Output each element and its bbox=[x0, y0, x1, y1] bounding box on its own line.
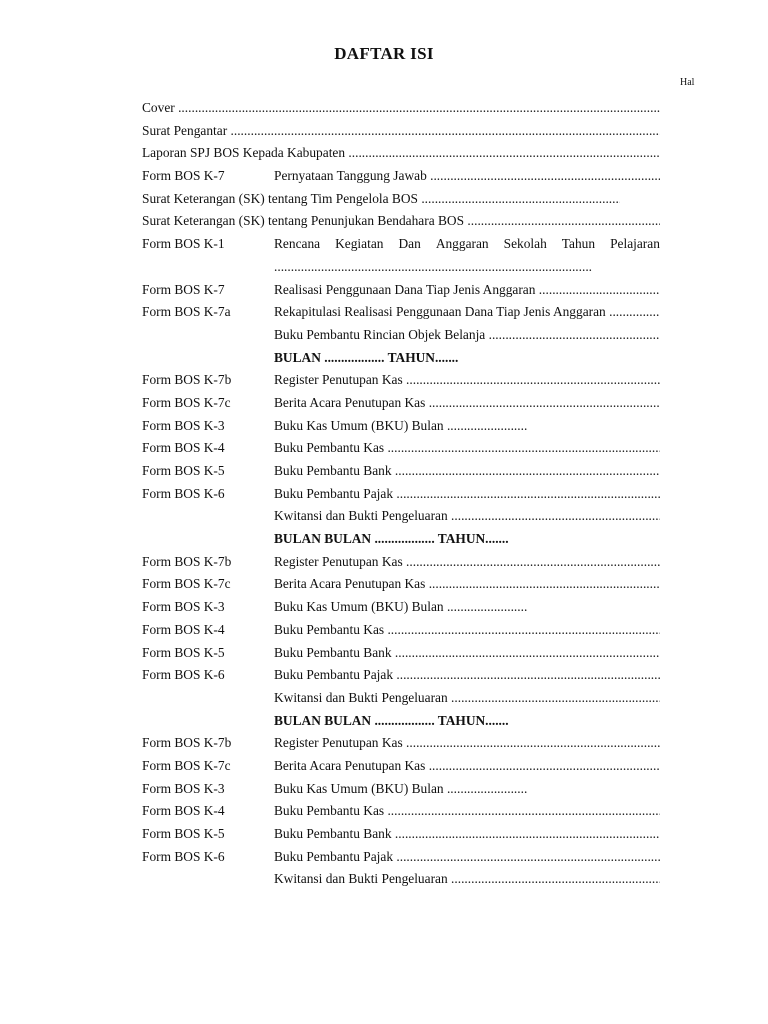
table-row bbox=[142, 687, 660, 710]
form-code: Form BOS K-6 bbox=[142, 848, 225, 864]
toc-entry: Kwitansi dan Bukti Pengeluaran ..... bbox=[274, 687, 660, 710]
toc-row bbox=[142, 324, 660, 347]
form-code: Form BOS K-4 bbox=[142, 621, 225, 637]
form-code: Form BOS K-7 bbox=[142, 281, 225, 297]
table-row bbox=[142, 755, 660, 778]
table-row bbox=[142, 437, 660, 460]
section-heading: BULAN .................. TAHUN....... bbox=[274, 349, 459, 365]
table-row bbox=[142, 369, 660, 392]
form-code: Form BOS K-3 bbox=[142, 417, 225, 433]
page-column-label: Hal bbox=[680, 77, 695, 88]
form-code: Form BOS K-6 bbox=[142, 667, 225, 683]
toc-row bbox=[142, 142, 660, 165]
toc-row bbox=[142, 233, 660, 256]
form-code: Form BOS K-7c bbox=[142, 394, 231, 410]
toc-row bbox=[142, 301, 660, 324]
toc-entry: Buku Kas Umum (BKU) Bulan ..... bbox=[274, 596, 528, 619]
toc-entry: Register Penutupan Kas ..... bbox=[274, 551, 660, 574]
toc-entry: Buku Kas Umum (BKU) Bulan ..... bbox=[274, 415, 528, 438]
table-row bbox=[142, 732, 660, 755]
toc-row bbox=[142, 165, 660, 188]
table-row bbox=[142, 505, 660, 528]
page-title: DAFTAR ISI bbox=[334, 44, 434, 63]
toc-entry-laporan: Laporan SPJ BOS Kepada Kabupaten ..... bbox=[142, 142, 660, 165]
toc-entry-pernyataan: Pernyataan Tanggung Jawab ..... bbox=[274, 165, 660, 188]
table-row bbox=[142, 778, 660, 801]
toc-entry: Buku Pembantu Bank ..... bbox=[274, 460, 660, 483]
form-code: Form BOS K-7c bbox=[142, 576, 231, 592]
toc-row bbox=[142, 256, 660, 279]
toc-entry: Buku Pembantu Pajak ..... bbox=[274, 483, 660, 506]
toc-entry-surat-pengantar: Surat Pengantar ..... bbox=[142, 120, 660, 143]
section-heading-row bbox=[142, 710, 660, 733]
form-code: Form BOS K-7b bbox=[142, 735, 232, 751]
table-row bbox=[142, 619, 660, 642]
toc-entry: Buku Pembantu Pajak ..... bbox=[274, 846, 660, 869]
form-code: Form BOS K-5 bbox=[142, 644, 225, 660]
table-row bbox=[142, 460, 660, 483]
table-row bbox=[142, 823, 660, 846]
form-code: Form BOS K-5 bbox=[142, 463, 225, 478]
table-row bbox=[142, 483, 660, 506]
toc-entry: Buku Pembantu Bank ..... bbox=[274, 642, 660, 665]
form-code: Form BOS K-7a bbox=[142, 304, 231, 320]
toc-entry: Berita Acara Penutupan Kas ..... bbox=[274, 392, 660, 415]
section-heading-row bbox=[142, 528, 660, 551]
toc-row bbox=[142, 188, 660, 211]
toc-entry-buku-rincian: Buku Pembantu Rincian Objek Belanja ..... bbox=[274, 324, 660, 347]
table-row bbox=[142, 664, 660, 687]
toc-entry: Register Penutupan Kas ..... bbox=[274, 369, 660, 392]
table-row bbox=[142, 868, 660, 891]
table-of-contents bbox=[142, 97, 660, 891]
section-heading: BULAN BULAN .................. TAHUN....... bbox=[274, 712, 509, 728]
form-code: Form BOS K-5 bbox=[142, 826, 225, 841]
section-heading: BULAN BULAN .................. TAHUN....... bbox=[274, 531, 509, 547]
toc-entry: Berita Acara Penutupan Kas ..... bbox=[274, 573, 660, 596]
form-code: Form BOS K-6 bbox=[142, 485, 225, 501]
toc-entry-sk-tim: Surat Keterangan (SK) tentang Tim Pengelola BOS ..... bbox=[142, 191, 620, 206]
toc-entry: Kwitansi dan Bukti Pengeluaran ..... bbox=[274, 868, 660, 891]
table-row bbox=[142, 642, 660, 665]
toc-entry-realisasi: Realisasi Penggunaan Dana Tiap Jenis Anggaran ..... bbox=[274, 279, 660, 302]
toc-entry: Berita Acara Penutupan Kas ..... bbox=[274, 755, 660, 778]
toc-row bbox=[142, 279, 660, 302]
toc-row bbox=[142, 120, 660, 143]
toc-entry: Buku Pembantu Kas ..... bbox=[274, 437, 660, 460]
form-code: Form BOS K-4 bbox=[142, 440, 225, 456]
form-code: Form BOS K-7c bbox=[142, 757, 231, 773]
form-code: Form BOS K-7b bbox=[142, 553, 232, 569]
table-row bbox=[142, 596, 660, 619]
toc-entry: Buku Pembantu Pajak ..... bbox=[274, 664, 660, 687]
toc-leader-line bbox=[274, 256, 592, 279]
toc-row bbox=[142, 210, 660, 233]
toc-entry-sk-bendahara: Surat Keterangan (SK) tentang Penunjukan Bendahara BOS ..... bbox=[142, 210, 660, 233]
table-row bbox=[142, 846, 660, 869]
form-code: Form BOS K-3 bbox=[142, 780, 225, 796]
form-code: Form BOS K-7b bbox=[142, 372, 232, 388]
form-code: Form BOS K-4 bbox=[142, 803, 225, 819]
toc-entry-rkas: Rencana Kegiatan Dan Anggaran Sekolah Tahun Pelajaran bbox=[274, 236, 660, 252]
table-row bbox=[142, 551, 660, 574]
toc-entry: Buku Pembantu Kas ..... bbox=[274, 619, 660, 642]
toc-entry: Register Penutupan Kas ..... bbox=[274, 732, 660, 755]
table-row bbox=[142, 800, 660, 823]
table-row bbox=[142, 392, 660, 415]
toc-entry: Buku Pembantu Bank ..... bbox=[274, 823, 660, 846]
toc-entry: Kwitansi dan Bukti Pengeluaran ..... bbox=[274, 505, 660, 528]
table-row bbox=[142, 415, 660, 438]
section-heading-row bbox=[142, 347, 660, 370]
table-row bbox=[142, 573, 660, 596]
form-code: Form BOS K-7 bbox=[142, 168, 225, 184]
toc-entry: Buku Kas Umum (BKU) Bulan ..... bbox=[274, 778, 528, 801]
toc-row bbox=[142, 97, 660, 120]
toc-entry-rekapitulasi: Rekapitulasi Realisasi Penggunaan Dana Tiap Jenis Anggaran ..... bbox=[274, 301, 660, 324]
toc-entry-cover: Cover ..... bbox=[142, 97, 660, 120]
toc-entry: Buku Pembantu Kas ..... bbox=[274, 800, 660, 823]
form-code: Form BOS K-3 bbox=[142, 599, 225, 615]
form-code: Form BOS K-1 bbox=[142, 236, 225, 252]
